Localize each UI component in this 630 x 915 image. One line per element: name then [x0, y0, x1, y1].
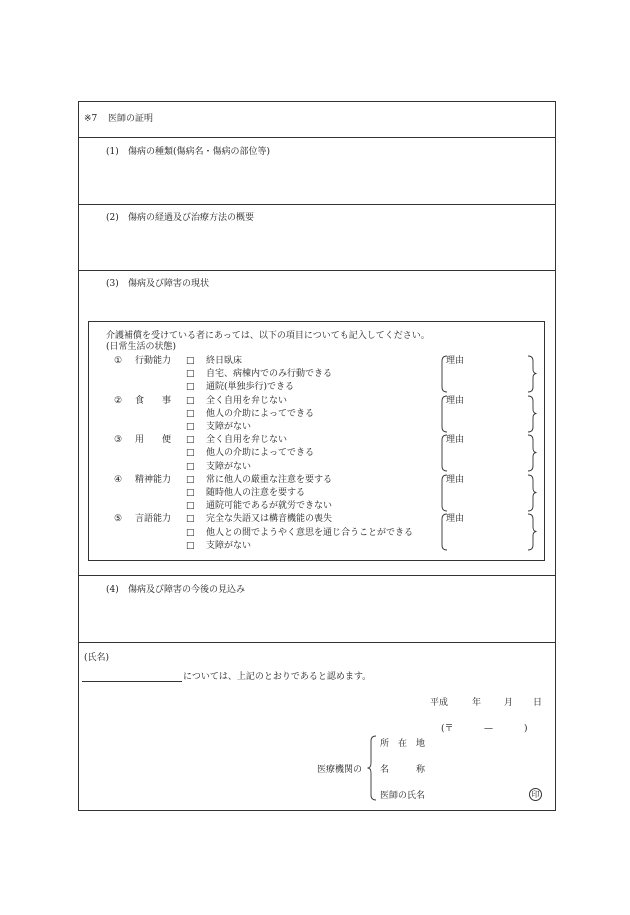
divider-2: [78, 270, 556, 271]
reason-brace-right: [527, 355, 537, 393]
item-label: 用 便: [135, 435, 172, 446]
option-label: 全く自用を弁じない: [206, 395, 288, 406]
checkbox[interactable]: □: [186, 422, 195, 432]
institution-label: 医療機関の: [317, 765, 363, 775]
section-4-label: 傷病及び障害の今後の見込み: [128, 585, 246, 595]
option-label: 随時他人の注意を要する: [206, 488, 306, 498]
section-2-label: 傷病の経過及び治療方法の概要: [128, 213, 255, 223]
option-label: 支障がない: [206, 422, 252, 432]
option-label: 自宅、病棟内でのみ行動できる: [206, 369, 333, 380]
reason-brace-right: [527, 513, 537, 551]
section-2-number: (2): [106, 213, 119, 223]
section-1-number: (1): [106, 147, 119, 157]
institution-name-label: 名 称: [380, 765, 426, 775]
name-underline[interactable]: [82, 681, 182, 682]
reason-brace-right: [527, 395, 537, 433]
postal-close: ): [524, 724, 528, 734]
section-3-label: 傷病及び障害の現状: [128, 279, 210, 289]
date-month: 月: [504, 698, 514, 708]
divider-header: [78, 137, 556, 138]
item-number: ①: [114, 356, 123, 366]
date-day: 日: [533, 698, 543, 708]
checkbox[interactable]: □: [186, 488, 195, 498]
header-mark: ※7: [84, 114, 98, 124]
item-number: ②: [114, 395, 123, 406]
checkbox[interactable]: □: [186, 527, 195, 538]
checkbox[interactable]: □: [186, 435, 195, 446]
divider-3: [78, 575, 556, 576]
option-label: 支障がない: [206, 461, 252, 472]
reason-brace-left: [438, 395, 448, 433]
reason-brace-right: [527, 434, 537, 472]
reason-brace-left: [438, 474, 448, 512]
checkbox[interactable]: □: [186, 514, 195, 525]
section-4-number: (4): [106, 585, 119, 595]
status-intro: 介護補償を受けている者にあっては、以下の項目についても記入してください。: [106, 331, 430, 341]
checkbox[interactable]: □: [186, 369, 195, 380]
checkbox[interactable]: □: [186, 356, 195, 366]
option-label: 他人との間でようやく意思を通じ合うことができる: [206, 527, 414, 538]
option-label: 他人の介助によってできる: [206, 448, 315, 459]
checkbox[interactable]: □: [186, 540, 195, 551]
doctor-name-label: 医師の氏名: [380, 791, 426, 801]
checkbox[interactable]: □: [186, 474, 195, 485]
reason-label: 理由: [446, 395, 465, 406]
date-year: 年: [472, 698, 482, 708]
option-label: 通院(単独歩行)できる: [206, 382, 295, 393]
reason-label: 理由: [446, 356, 465, 366]
reason-brace-left: [438, 434, 448, 472]
checkbox[interactable]: □: [186, 408, 195, 419]
item-number: ③: [114, 435, 123, 446]
option-label: 完全な失語又は構音機能の喪失: [206, 514, 333, 525]
reason-brace-left: [438, 513, 448, 551]
item-label: 言語能力: [135, 514, 172, 525]
checkbox[interactable]: □: [186, 382, 195, 393]
option-label: 通院可能であるが就労できない: [206, 501, 333, 512]
section-1-label: 傷病の種類(傷病名・傷病の部位等): [128, 147, 271, 157]
option-label: 終日臥床: [206, 356, 243, 366]
address-label: 所 在 地: [380, 739, 426, 749]
item-number: ⑤: [114, 514, 123, 525]
name-label: (氏名): [84, 653, 110, 663]
postal-dash: —: [484, 724, 493, 734]
certification-statement: については、上記のとおりであると認めます。: [183, 672, 372, 682]
item-label: 行動能力: [135, 356, 172, 366]
institution-brace: [367, 735, 377, 801]
checkbox[interactable]: □: [186, 395, 195, 406]
date-era: 平成: [430, 698, 449, 708]
item-label: 食 事: [135, 395, 172, 406]
postal-open: (〒: [441, 724, 454, 734]
item-label: 精神能力: [135, 474, 172, 485]
reason-brace-right: [527, 474, 537, 512]
status-subhead: (日常生活の状態): [106, 342, 177, 352]
divider-1: [78, 204, 556, 205]
divider-4: [78, 642, 556, 643]
form-title: 医師の証明: [108, 114, 154, 124]
section-2-entry-area[interactable]: [80, 226, 554, 268]
seal-mark: 印: [529, 788, 542, 801]
checkbox[interactable]: □: [186, 448, 195, 459]
reason-label: 理由: [446, 514, 465, 525]
section-3-number: (3): [106, 279, 119, 289]
option-label: 支障がない: [206, 540, 252, 551]
option-label: 他人の介助によってできる: [206, 408, 315, 419]
checkbox[interactable]: □: [186, 501, 195, 512]
reason-brace-left: [438, 355, 448, 393]
checkbox[interactable]: □: [186, 461, 195, 472]
reason-label: 理由: [446, 435, 465, 446]
section-1-entry-area[interactable]: [80, 160, 554, 202]
item-number: ④: [114, 474, 123, 485]
section-4-entry-area[interactable]: [80, 598, 554, 640]
option-label: 全く自用を弁じない: [206, 435, 288, 446]
reason-label: 理由: [446, 474, 465, 485]
option-label: 常に他人の厳重な注意を要する: [206, 474, 333, 485]
